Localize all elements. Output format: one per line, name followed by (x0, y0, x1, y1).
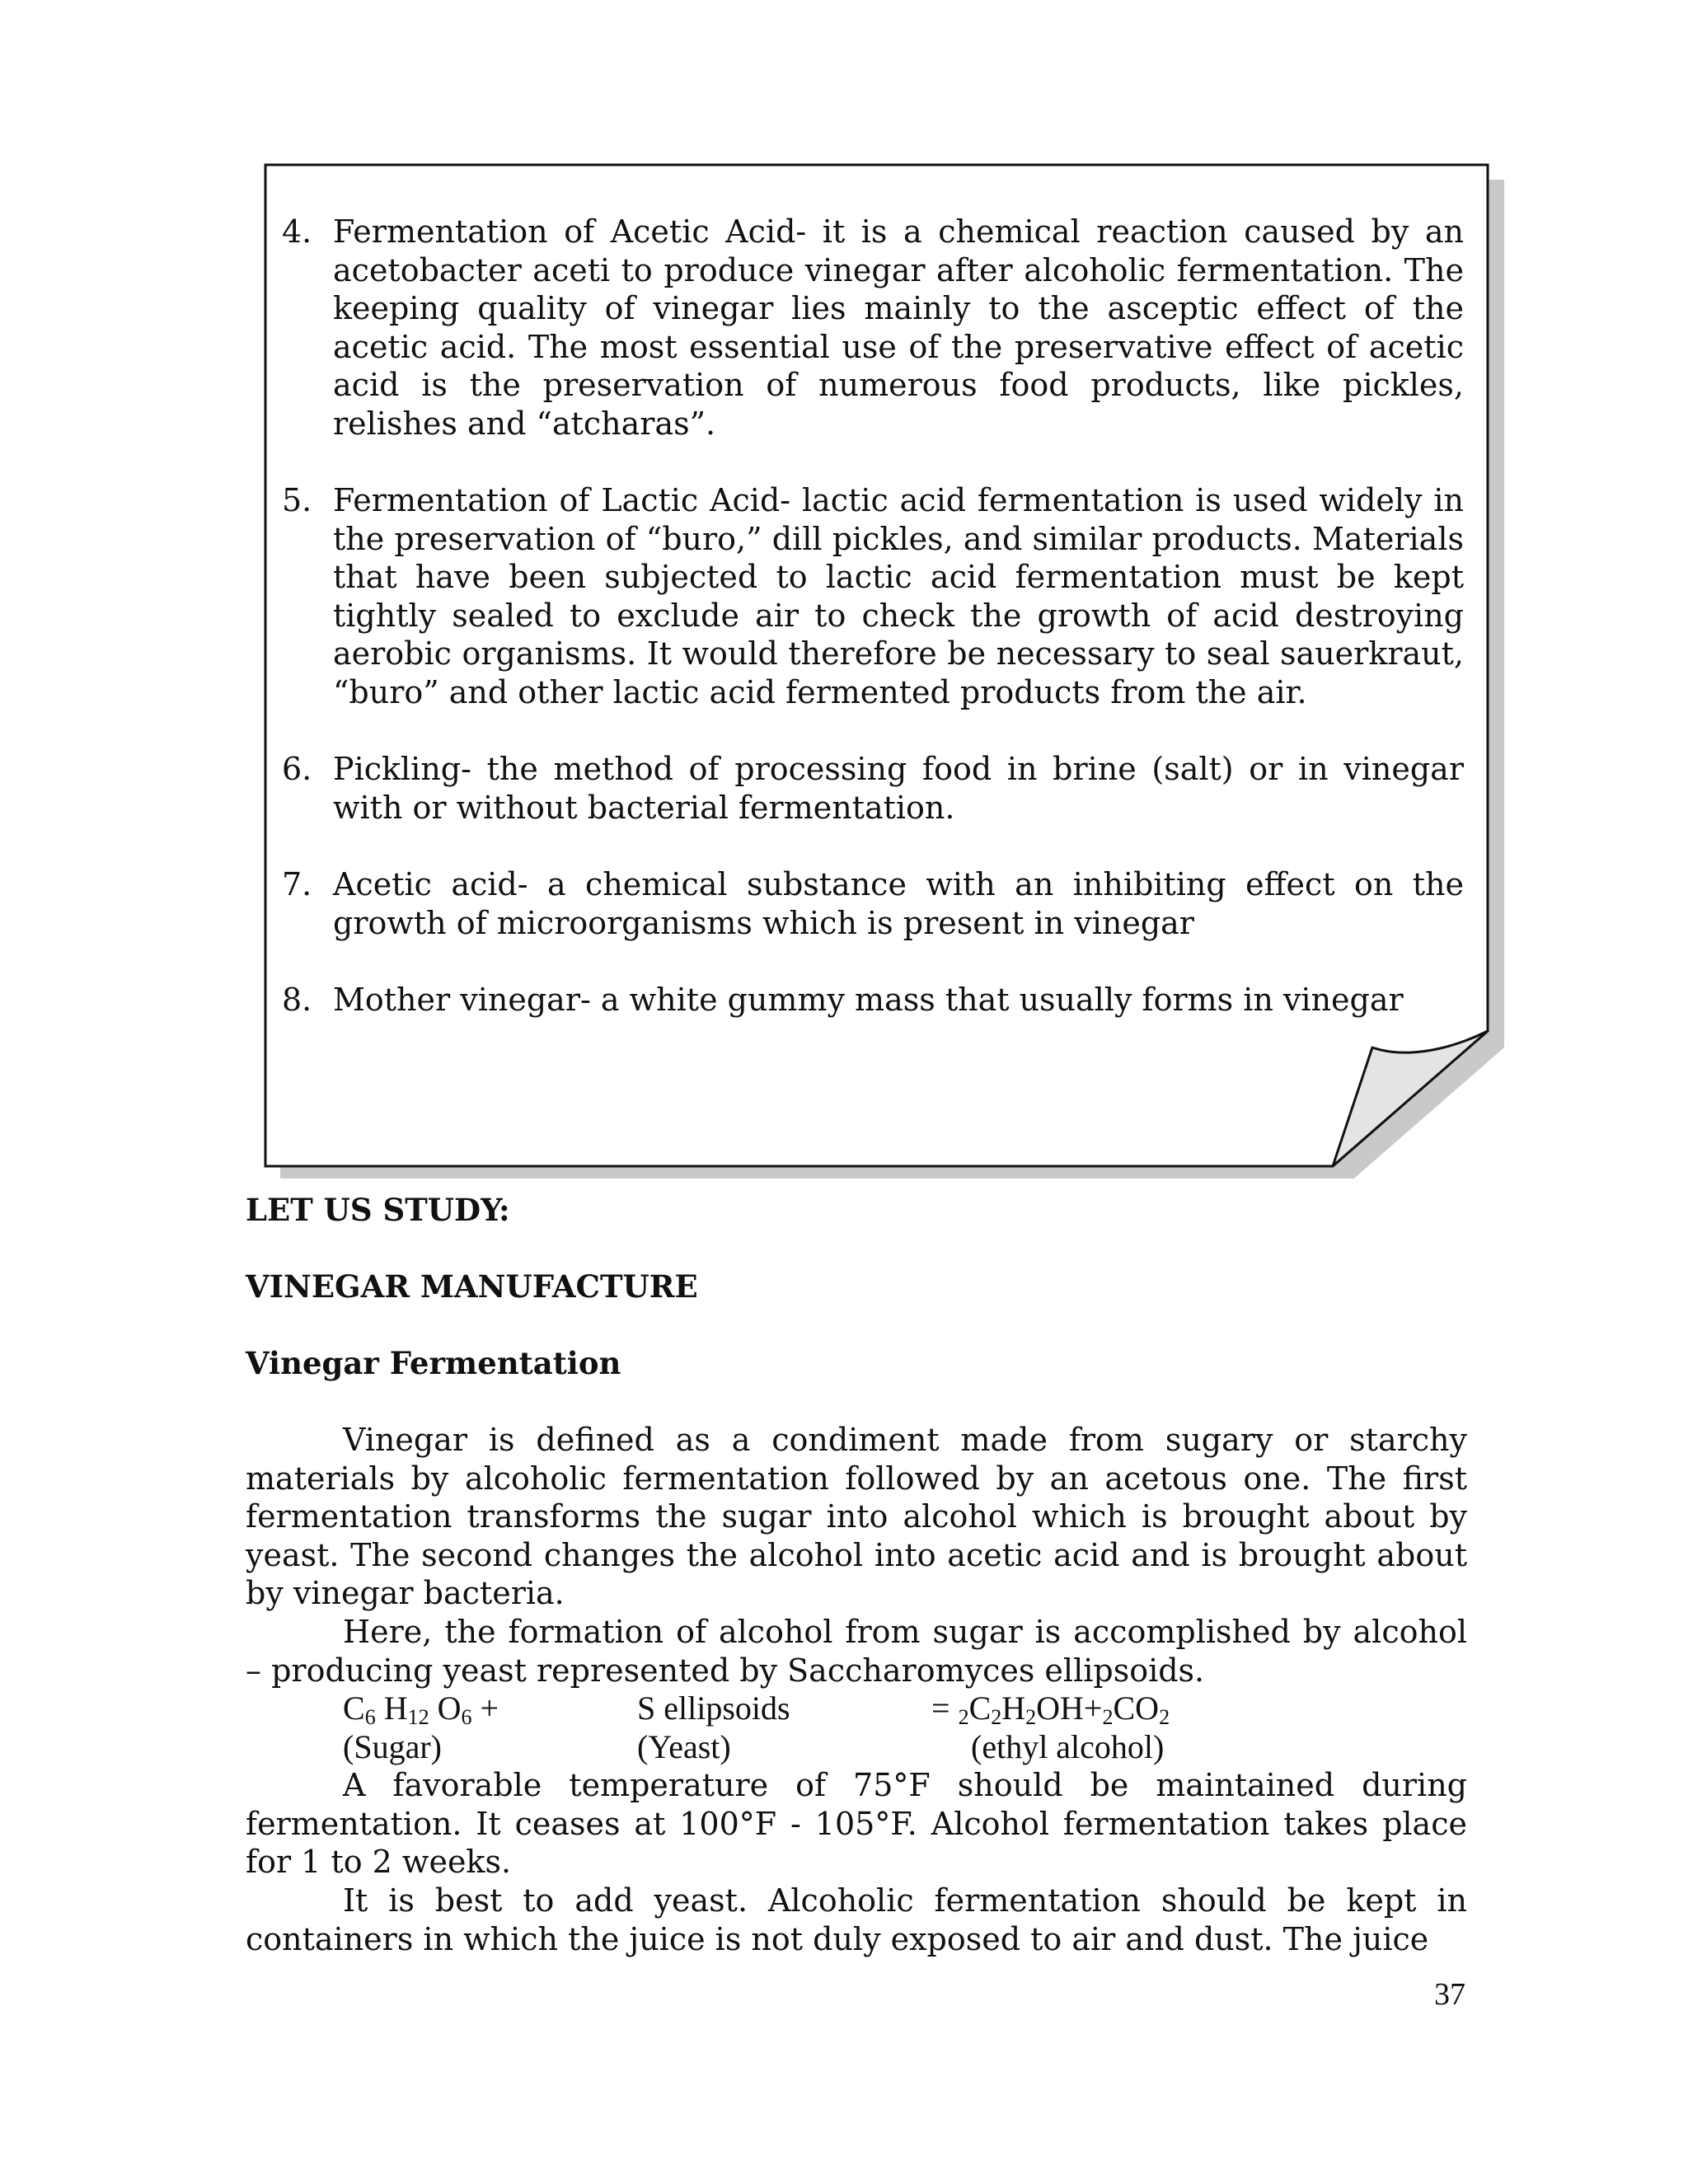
list-item (282, 981, 1464, 1019)
paragraph-alcohol-formation: Here, the formation of alcohol from sugar is accomplished by alcohol – producing yeast represented by Saccharomyces ellipsoids. (246, 1614, 1467, 1689)
definition-box (264, 163, 1517, 1179)
item-text: Fermentation of Acetic Acid- it is a chemical reaction caused by an acetobacter aceti to produce vinegar after alcoholic fermentation. The keeping quality of vinegar lies mainly to the asceptic effect of the acetic acid. The most essential use of the preservative effect of acetic acid is the preservation of numerous food products, like pickles, relishes and “atcharas”. (333, 213, 1464, 442)
subsection-heading: Vinegar Fermentation (246, 1345, 621, 1381)
item-number: 6. (282, 751, 312, 787)
item-text: Mother vinegar- a white gummy mass that usually forms in vinegar (333, 982, 1404, 1018)
equation-label-alcohol: (ethyl alcohol) (971, 1728, 1165, 1765)
paragraph-temperature: A favorable temperature of 75°F should be maintained during fermentation. It ceases at 100°F - 105°F. Alcohol fermentation takes place for 1 to 2 weeks. (246, 1767, 1467, 1880)
equation-label-yeast: (Yeast) (637, 1728, 731, 1765)
equation-agent: S ellipsoids (637, 1690, 790, 1727)
item-number: 5. (282, 482, 312, 518)
page-number: 37 (1434, 1977, 1465, 2012)
list-item (282, 481, 1464, 711)
item-number: 7. (282, 866, 312, 902)
item-number: 4. (282, 213, 312, 250)
paragraph-definition: Vinegar is defined as a condiment made from sugary or starchy materials by alcoholic fermentation followed by an acetous one. The first fermentation transforms the sugar into alcohol which is brought about by yeast. The second changes the alcohol into acetic acid and is brought about by vinegar bacteria. (246, 1422, 1467, 1611)
item-text: Acetic acid- a chemical substance with an inhibiting effect on the growth of microorganisms which is present in vinegar (333, 866, 1464, 941)
item-number: 8. (282, 982, 312, 1018)
equation-label-sugar: (Sugar) (343, 1728, 442, 1765)
section-heading: VINEGAR MANUFACTURE (246, 1268, 698, 1305)
definition-list (282, 213, 1464, 1058)
list-item (282, 213, 1464, 443)
item-text: Fermentation of Lactic Acid- lactic acid fermentation is used widely in the preservation of “buro,” dill pickles, and similar products. Materials that have been subjected to lactic acid fermentation must be kept tightly sealed to exclude air to check the growth of acid destroying aerobic organisms. It would therefore be necessary to seal sauerkraut, “buro” and other lactic acid fermented products from the air. (333, 482, 1464, 710)
paragraph-yeast: It is best to add yeast. Alcoholic fermentation should be kept in containers in which the juice is not duly exposed to air and dust. The juice (246, 1882, 1467, 1957)
let-us-study-heading: LET US STUDY: (246, 1192, 510, 1228)
item-text: Pickling- the method of processing food in brine (salt) or in vinegar with or without bacterial fermentation. (333, 751, 1464, 826)
equation-reactant: $C_6$ $H_{12}$ $O_6$ + (343, 1690, 499, 1729)
list-item (282, 865, 1464, 942)
equation-product: = $_2C_2H_2OH+_2CO_2$ (931, 1690, 1170, 1729)
list-item (282, 750, 1464, 827)
